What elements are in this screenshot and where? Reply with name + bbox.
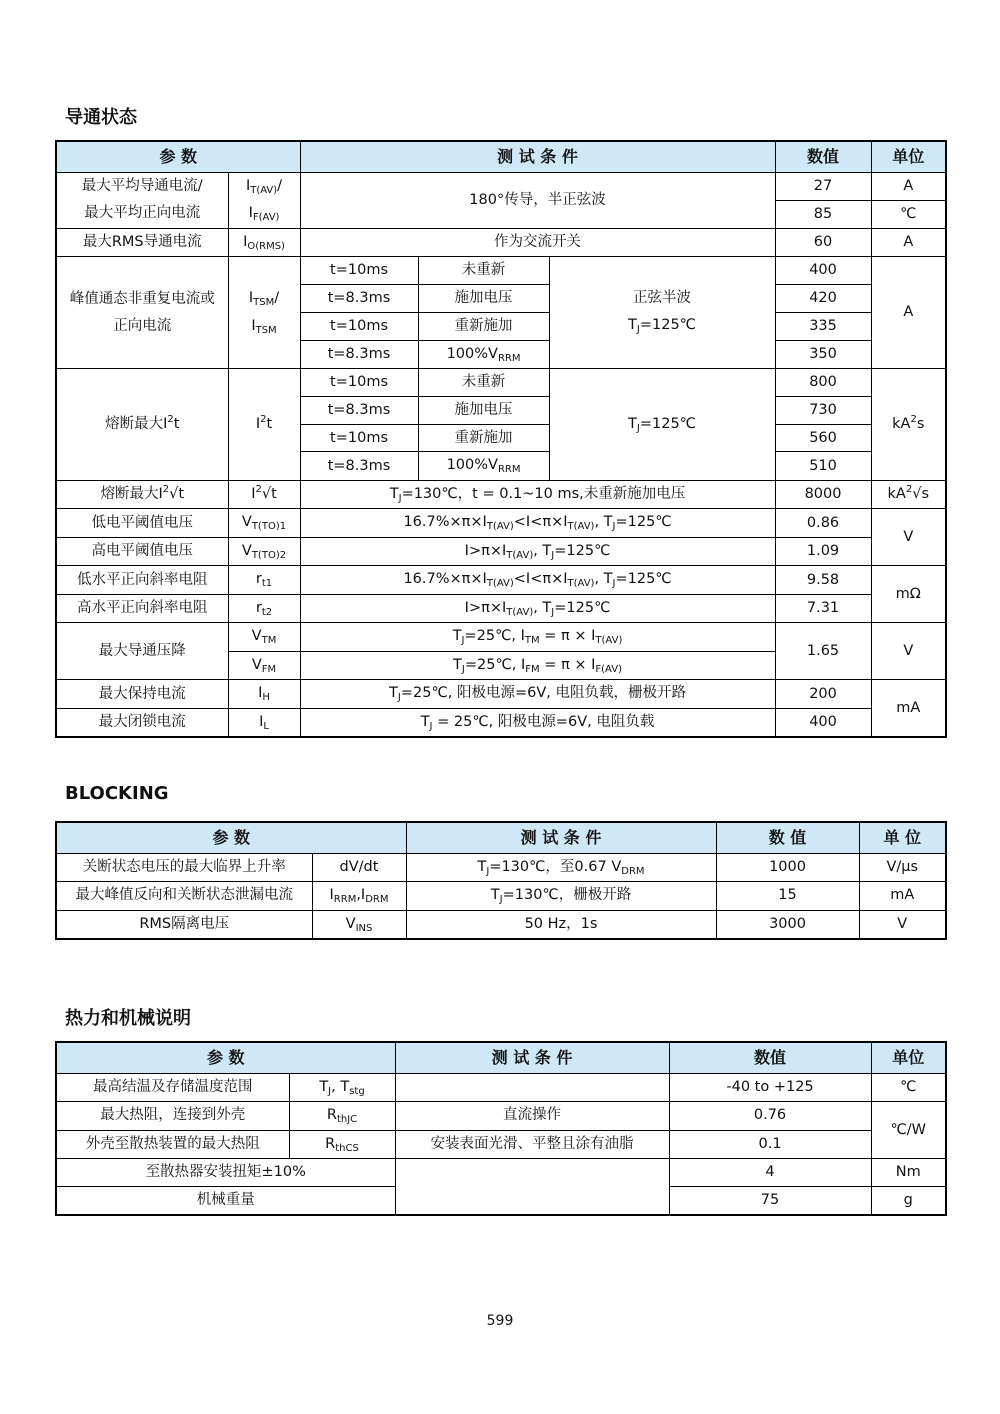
value-cell: 4 (669, 1159, 871, 1187)
value-cell: 730 (775, 396, 871, 424)
param-cell: 低水平正向斜率电阻 (56, 566, 228, 595)
unit-cell: V (871, 623, 946, 680)
unit-cell: V (859, 910, 946, 939)
param-cell: 最大峰值反向和关断状态泄漏电流 (56, 882, 312, 911)
table-row (56, 910, 946, 939)
table-row (56, 708, 946, 737)
unit-cell: V/μs (859, 853, 946, 882)
header-conditions: 测 试 条 件 (406, 822, 716, 853)
blocking-table (55, 821, 947, 940)
condition-cell: $T_J=25℃$, 阳极电源=6V, 电阻负载，栅极开路 (300, 680, 775, 709)
value-cell: 1.65 (775, 623, 871, 680)
time-cell: t=10ms (300, 312, 418, 340)
value-cell: 8000 (775, 480, 871, 509)
value-cell: 800 (775, 369, 871, 397)
param-cell: 最大闭锁电流 (56, 708, 228, 737)
value-cell: 3000 (716, 910, 859, 939)
condition-cell: $T_J=25℃$, $I_{FM} = \pi \times I_{F(AV)}$ (300, 651, 775, 680)
unit-cell: mΩ (871, 566, 946, 623)
value-cell: 400 (775, 708, 871, 737)
mode-cell: 重新施加 (418, 424, 549, 452)
section-title-conduction: 导通状态 (65, 107, 137, 128)
symbol-cell: $r_{t1}$ (228, 566, 300, 595)
param-line: 最大平均导通电流/ (81, 178, 203, 195)
table-row (56, 509, 946, 538)
value-cell: 9.58 (775, 566, 871, 595)
mode-cell: 施加电压 (418, 284, 549, 312)
time-cell: t=8.3ms (300, 340, 418, 369)
condition-cell: $I>\pi\times I_{T(AV)}$, $T_J=125℃$ (300, 594, 775, 623)
unit-cell: $kA^2s$ (871, 369, 946, 481)
unit-cell: mA (871, 680, 946, 738)
value-cell: 1.09 (775, 537, 871, 566)
table-row (56, 228, 946, 257)
symbol-cell: $I_{TSM}/$ $I_{TSM}$ (228, 257, 300, 369)
param-cell: 最大热阻，连接到外壳 (56, 1102, 289, 1131)
time-cell: t=8.3ms (300, 284, 418, 312)
header-unit: 单位 (871, 1042, 946, 1073)
time-cell: t=10ms (300, 257, 418, 285)
condition-cell: $T_J=130℃$，t = 0.1~10 ms,未重新施加电压 (300, 480, 775, 509)
condition-cell: $T_J=130℃$，栅极开路 (406, 882, 716, 911)
header-conditions: 测 试 条 件 (300, 141, 775, 172)
param-cell: 低电平阈值电压 (56, 509, 228, 538)
mode-cell: 施加电压 (418, 396, 549, 424)
condition-cell: $T_J$ = 25℃, 阳极电源=6V, 电阻负载 (300, 708, 775, 737)
table-row (56, 594, 946, 623)
value-cell: 75 (669, 1186, 871, 1214)
table-row (56, 537, 946, 566)
condition-cell: $T_J=130℃$，至0.67 $V_{DRM}$ (406, 853, 716, 882)
value-cell: 60 (775, 228, 871, 257)
value-cell: 510 (775, 452, 871, 481)
unit-cell: mA (859, 882, 946, 911)
symbol-cell: dV/dt (312, 853, 406, 882)
unit-cell: ℃ (871, 1073, 946, 1102)
condition-cell: 正弦半波 $T_J=125℃$ (549, 257, 775, 369)
param-cell: 最大导通压降 (56, 623, 228, 680)
param-cell: RMS隔离电压 (56, 910, 312, 939)
param-cell: 最大保持电流 (56, 680, 228, 709)
time-cell: t=10ms (300, 369, 418, 397)
condition-cell: 作为交流开关 (300, 228, 775, 257)
symbol-cell: $V_{INS}$ (312, 910, 406, 939)
param-cell: 至散热器安装扭矩±10% (56, 1159, 395, 1187)
mode-cell: 未重新 (418, 257, 549, 285)
header-param: 参 数 (56, 141, 300, 172)
header-unit: 单位 (871, 141, 946, 172)
condition-cell: $16.7\%\times\pi\times I_{T(AV)}<I<\pi\times I_{T(AV)}$, $T_J=125℃$ (300, 566, 775, 595)
symbol-cell: $V_{T(TO)1}$ (228, 509, 300, 538)
param-cell: 机械重量 (56, 1186, 395, 1214)
mode-cell: 未重新 (418, 369, 549, 397)
symbol-cell: $T_J$, $T_{stg}$ (289, 1073, 395, 1102)
header-conditions: 测 试 条 件 (395, 1042, 669, 1073)
value-cell: 7.31 (775, 594, 871, 623)
mode-cell: $100\%V_{RRM}$ (418, 340, 549, 369)
param-cell: 熔断最大$I^2t$ (56, 369, 228, 481)
value-cell: 560 (775, 424, 871, 452)
value-cell: 200 (775, 680, 871, 709)
symbol-cell: $R_{thCS}$ (289, 1130, 395, 1159)
param-cell: 关断状态电压的最大临界上升率 (56, 853, 312, 882)
conduction-table (55, 140, 947, 738)
unit-cell: ℃ (871, 200, 946, 228)
param-cell: 最高结温及存储温度范围 (56, 1073, 289, 1102)
symbol-line: $I_{F(AV)}$ (248, 205, 280, 224)
mode-cell: 重新施加 (418, 312, 549, 340)
param-cell: 熔断最大$I^2√t$ (56, 480, 228, 509)
symbol-line: $I_{T(AV)}/$ (245, 177, 283, 196)
mode-cell: $100\%V_{RRM}$ (418, 452, 549, 481)
header-value: 数值 (775, 141, 871, 172)
condition-cell: $16.7\%\times\pi\times I_{T(AV)}<I<\pi\times I_{T(AV)}$, $T_J=125℃$ (300, 509, 775, 538)
table-row (56, 1130, 946, 1159)
unit-cell: ℃/W (871, 1102, 946, 1159)
table-row (56, 369, 946, 397)
param-cell (56, 172, 228, 228)
value-cell: 15 (716, 882, 859, 911)
table-row (56, 1159, 946, 1187)
symbol-cell: $I^2t$ (228, 369, 300, 481)
condition-cell (395, 1159, 669, 1215)
unit-cell: Nm (871, 1159, 946, 1187)
thermal-table (55, 1041, 947, 1216)
condition-cell: $T_J=25℃$, $I_{TM} = \pi \times I_{T(AV)}$ (300, 623, 775, 652)
condition-cell: 50 Hz，1s (406, 910, 716, 939)
header-value: 数 值 (716, 822, 859, 853)
condition-cell: $T_J=125℃$ (549, 369, 775, 481)
table-row (56, 480, 946, 509)
value-cell: 0.86 (775, 509, 871, 538)
symbol-cell: $I_{O(RMS)}$ (228, 228, 300, 257)
table-row (56, 623, 946, 652)
header-param: 参 数 (56, 822, 406, 853)
value-cell: -40 to +125 (669, 1073, 871, 1102)
header-param: 参 数 (56, 1042, 395, 1073)
symbol-cell: $V_{T(TO)2}$ (228, 537, 300, 566)
value-cell: 27 (775, 172, 871, 200)
condition-cell: 180°传导，半正弦波 (300, 172, 775, 228)
unit-cell: g (871, 1186, 946, 1214)
unit-cell: A (871, 257, 946, 369)
param-cell: 外壳至散热装置的最大热阻 (56, 1130, 289, 1159)
symbol-cell: $R_{thJC}$ (289, 1102, 395, 1131)
param-cell: 高水平正向斜率电阻 (56, 594, 228, 623)
header-value: 数值 (669, 1042, 871, 1073)
table-header-row (56, 1042, 946, 1073)
param-cell: 峰值通态非重复电流或 正向电流 (56, 257, 228, 369)
unit-cell: V (871, 509, 946, 566)
page-number: 599 (486, 1313, 514, 1329)
value-cell: 350 (775, 340, 871, 369)
symbol-cell: $I_L$ (228, 708, 300, 737)
table-row (56, 257, 946, 285)
value-cell: 335 (775, 312, 871, 340)
unit-cell: A (871, 172, 946, 200)
section-title-blocking: BLOCKING (65, 783, 169, 804)
section-title-thermal: 热力和机械说明 (65, 1008, 191, 1029)
table-row (56, 882, 946, 911)
unit-cell: $kA^2√s$ (871, 480, 946, 509)
table-header-row (56, 822, 946, 853)
time-cell: t=8.3ms (300, 452, 418, 481)
value-cell: 400 (775, 257, 871, 285)
table-row (56, 680, 946, 709)
table-row (56, 853, 946, 882)
symbol-cell: $V_{FM}$ (228, 651, 300, 680)
value-cell: 85 (775, 200, 871, 228)
symbol-cell: $I_{RRM},I_{DRM}$ (312, 882, 406, 911)
table-row (56, 566, 946, 595)
condition-cell: 安装表面光滑、平整且涂有油脂 (395, 1130, 669, 1159)
value-cell: 0.76 (669, 1102, 871, 1131)
param-line: 最大平均正向电流 (84, 205, 201, 222)
table-row (56, 1073, 946, 1102)
symbol-cell: $V_{TM}$ (228, 623, 300, 652)
table-header-row (56, 141, 946, 172)
value-cell: 0.1 (669, 1130, 871, 1159)
condition-cell: $I>\pi\times I_{T(AV)}$, $T_J=125℃$ (300, 537, 775, 566)
table-row (56, 172, 946, 200)
value-cell: 420 (775, 284, 871, 312)
symbol-cell: $r_{t2}$ (228, 594, 300, 623)
param-cell: 高电平阈值电压 (56, 537, 228, 566)
time-cell: t=8.3ms (300, 396, 418, 424)
symbol-cell: $I_H$ (228, 680, 300, 709)
table-row (56, 1102, 946, 1131)
symbol-cell (228, 172, 300, 228)
time-cell: t=10ms (300, 424, 418, 452)
condition-cell (395, 1073, 669, 1102)
condition-cell: 直流操作 (395, 1102, 669, 1131)
header-unit: 单 位 (859, 822, 946, 853)
value-cell: 1000 (716, 853, 859, 882)
symbol-cell: $I^2√t$ (228, 480, 300, 509)
unit-cell: A (871, 228, 946, 257)
param-cell: 最大RMS导通电流 (56, 228, 228, 257)
